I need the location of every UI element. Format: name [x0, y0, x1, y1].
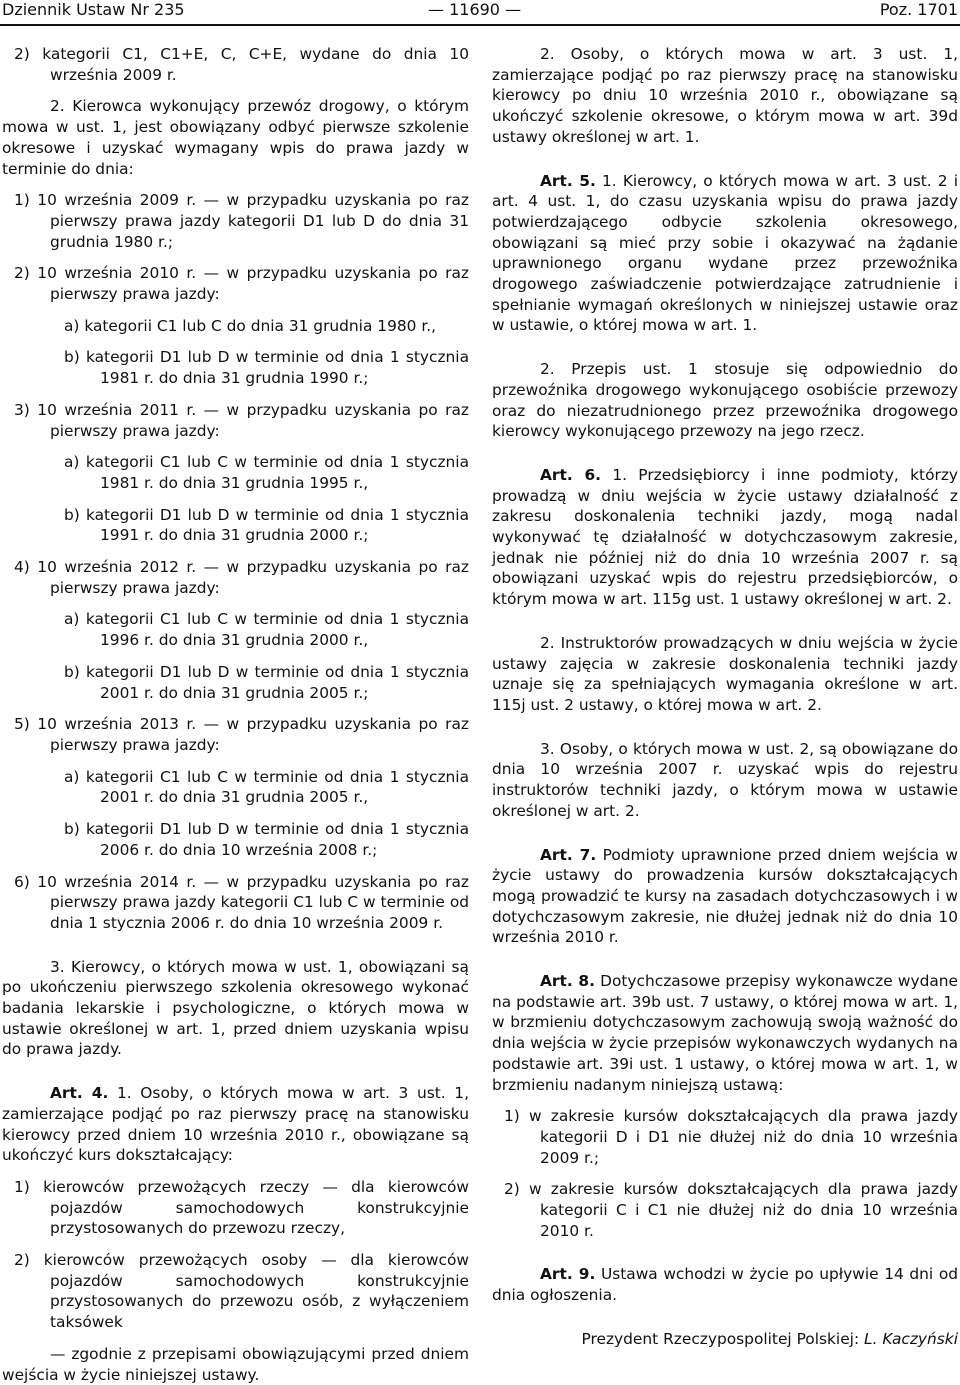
list-item: 1) 10 września 2009 r. — w przypadku uzyskania po raz pierwszy prawa jazdy kategorii D1 lub D do dnia 31 grudnia 1980 r.; [14, 191, 469, 251]
article-label: Art. 5. [540, 171, 596, 190]
sub-list-item: a) kategorii C1 lub C w terminie od dnia 1 stycznia 2001 r. do dnia 31 grudnia 2005 r., [64, 767, 469, 807]
sub-list-item: b) kategorii D1 lub D w terminie od dnia 1 stycznia 2006 r. do dnia 10 września 2008 r.; [64, 820, 469, 859]
sub-list-item: a) kategorii C1 lub C w terminie od dnia 1 stycznia 1996 r. do dnia 31 grudnia 2000 r., [64, 610, 469, 650]
article-label: Art. 8. [540, 972, 595, 991]
paragraph: 2. Przepis ust. 1 stosuje się odpowiednio do przewoźnika drogowego wykonującego osobiście przewozy oraz do niezatrudnionego przez przewoźnika drogowego kierowcy wykonującego przewozy na jego rzecz. [492, 360, 958, 441]
article-text: Podmioty uprawnione przed dniem wejścia w życie ustawy do prowadzenia kursów dokształcających mogą prowadzić te kursy na zasadach dotychczasowych i w dotychczasowym zakresie, nie dłużej jednak niż do dnia 10 września 2010 r. [492, 845, 958, 947]
signature-title: Prezydent Rzeczypospolitej Polskiej: [581, 1329, 865, 1348]
article-text: 1. Przedsiębiorcy i inne podmioty, którzy prowadzą w dniu wejścia w życie ustawy działalność z zakresu doskonalenia techniki jazdy, mogą nadal wykonywać tę działalność w dotychczasowym zakresie, jednak nie później niż do dnia 10 września 2007 r. są obowiązani uzyskać wpis do rejestru przedsiębiorców, o którym mowa w art. 115g ust. 1 ustawy określonej w art. 2. [492, 465, 959, 609]
right-column [492, 44, 958, 1350]
sub-list-item: a) kategorii C1 lub C w terminie od dnia 1 stycznia 1981 r. do dnia 31 grudnia 1995 r., [64, 453, 469, 492]
page-header [0, 0, 960, 20]
sub-list-item: b) kategorii D1 lub D w terminie od dnia 1 stycznia 1991 r. do dnia 31 grudnia 2000 r.; [64, 505, 469, 545]
paragraph: 2. Instruktorów prowadzących w dniu wejścia w życie ustawy zajęcia w zakresie doskonalenia techniki jazdy uznaje się za spełniających wymagania określone w art. 115j ust. 2 ustawy, o której mowa w art. 2. [492, 633, 958, 714]
paragraph: 3. Osoby, o których mowa w ust. 2, są obowiązane do dnia 10 września 2007 r. uzyskać wpis do rejestru instruktorów techniki jazdy, o którym mowa w ustawie określonej w art. 2. [492, 739, 958, 820]
list-item: 2) kierowców przewożących osoby — dla kierowców pojazdów samochodowych konstrukcyjnie przystosowanych do przewozu osób, z wyłączeniem taksówek [14, 1251, 469, 1332]
article-label: Art. 4. [50, 1084, 109, 1103]
paragraph: 2. Kierowca wykonujący przewóz drogowy, o którym mowa w ust. 1, jest obowiązany odbyć pierwsze szkolenie okresowe i uzyskać wymagany wpis do prawa jazdy w terminie do dnia: [2, 97, 469, 178]
list-item: 2) 10 września 2010 r. — w przypadku uzyskania po raz pierwszy prawa jazdy: [14, 264, 469, 304]
paragraph: 2. Osoby, o których mowa w art. 3 ust. 1, zamierzające podjąć po raz pierwszy pracę na stanowisku kierowcy po dniu 10 września 2010 r., obowiązane są ukończyć szkolenie okresowe, o którym mowa w art. 39d ustawy określonej w art. 1. [492, 45, 958, 146]
signature [492, 1329, 958, 1350]
article-text: Ustawa wchodzi w życie po upływie 14 dni od dnia ogłoszenia. [492, 1265, 959, 1305]
paragraph: — zgodnie z przepisami obowiązującymi przed dniem wejścia w życie niniejszej ustawy. [2, 1344, 469, 1384]
list-item: 2) kategorii C1, C1+E, C, C+E, wydane do dnia 10 września 2009 r. [14, 45, 469, 84]
article-label: Art. 9. [540, 1265, 596, 1284]
list-item: 6) 10 września 2014 r. — w przypadku uzyskania po raz pierwszy prawa jazdy kategorii C1 lub C w terminie od dnia 1 stycznia 2006 r. do dnia 10 września 2009 r. [14, 872, 469, 932]
header-rule [0, 24, 960, 26]
article [492, 171, 958, 337]
paragraph: 3. Kierowcy, o których mowa w ust. 1, obowiązani są po ukończeniu pierwszego szkolenia okresowego wykonać badania lekarskie i psychologiczne, o których mowa w ustawie określonej w art. 1, przed dniem uzyskania wpisu do prawa jazdy. [2, 957, 469, 1059]
signature-name: L. Kaczyński [864, 1329, 958, 1348]
journal-title: Dziennik Ustaw Nr 235 [2, 0, 185, 19]
sub-list-item: b) kategorii D1 lub D w terminie od dnia 1 stycznia 1981 r. do dnia 31 grudnia 1990 r.; [64, 348, 469, 388]
left-column [2, 44, 469, 1385]
article-text: 1. Kierowcy, o których mowa w art. 3 ust. 2 i art. 4 ust. 1, do czasu uzyskania wpisu do prawa jazdy potwierdzającego odbycie szkolenia okresowego, obowiązani są mieć przy sobie i okazywać na żądanie uprawnionego organu wydane przez przewoźnika drogowego zaświadczenie potwierdzające zatrudnienie i spełnianie wymagań określonych w niniejszej ustawie oraz w ustawie, o której mowa w art. 1. [492, 171, 959, 335]
list-item: 1) kierowców przewożących rzeczy — dla kierowców pojazdów samochodowych konstrukcyjnie przystosowanych do przewozu rzeczy, [14, 1177, 469, 1238]
list-item: 1) w zakresie kursów dokształcających dla prawa jazdy kategorii D i D1 nie dłużej niż do dnia 10 września 2009 r.; [504, 1107, 958, 1167]
list-item: 2) w zakresie kursów dokształcających dla prawa jazdy kategorii C i C1 nie dłużej niż do dnia 10 września 2010 r. [504, 1180, 958, 1240]
article [492, 845, 958, 949]
list-item: 3) 10 września 2011 r. — w przypadku uzyskania po raz pierwszy prawa jazdy: [14, 400, 469, 440]
list-item: 4) 10 września 2012 r. — w przypadku uzyskania po raz pierwszy prawa jazdy: [14, 558, 469, 597]
list-item: 5) 10 września 2013 r. — w przypadku uzyskania po raz pierwszy prawa jazdy: [14, 715, 469, 754]
article-text: 1. Osoby, o których mowa w art. 3 ust. 1, zamierzające podjąć po raz pierwszy pracę na stanowisku kierowcy przed dniem 10 września 2010 r., obowiązane są ukończyć kurs dokształcający: [2, 1084, 469, 1165]
article [2, 1083, 469, 1166]
article [492, 971, 958, 1095]
article-label: Art. 7. [540, 845, 597, 864]
article [492, 465, 958, 610]
article [492, 1264, 958, 1305]
article-label: Art. 6. [540, 465, 602, 484]
sub-list-item: a) kategorii C1 lub C do dnia 31 grudnia 1980 r., [64, 316, 437, 335]
article-text: Dotychczasowe przepisy wykonawcze wydane na podstawie art. 39b ust. 7 ustawy, o której mowa w art. 1, w brzmieniu dotychczasowym zachowują swoją ważność do dnia wejścia w życie przepisów wykonawczych wydanych na podstawie art. 39i ust. 1 ustawy, o której mowa w art. 1, w brzmieniu nadanym niniejszą ustawą: [492, 972, 958, 1094]
sub-list-item: b) kategorii D1 lub D w terminie od dnia 1 stycznia 2001 r. do dnia 31 grudnia 2005 r.; [64, 662, 469, 702]
page-number: — 11690 — [428, 0, 522, 19]
position-number: Poz. 1701 [879, 0, 958, 19]
